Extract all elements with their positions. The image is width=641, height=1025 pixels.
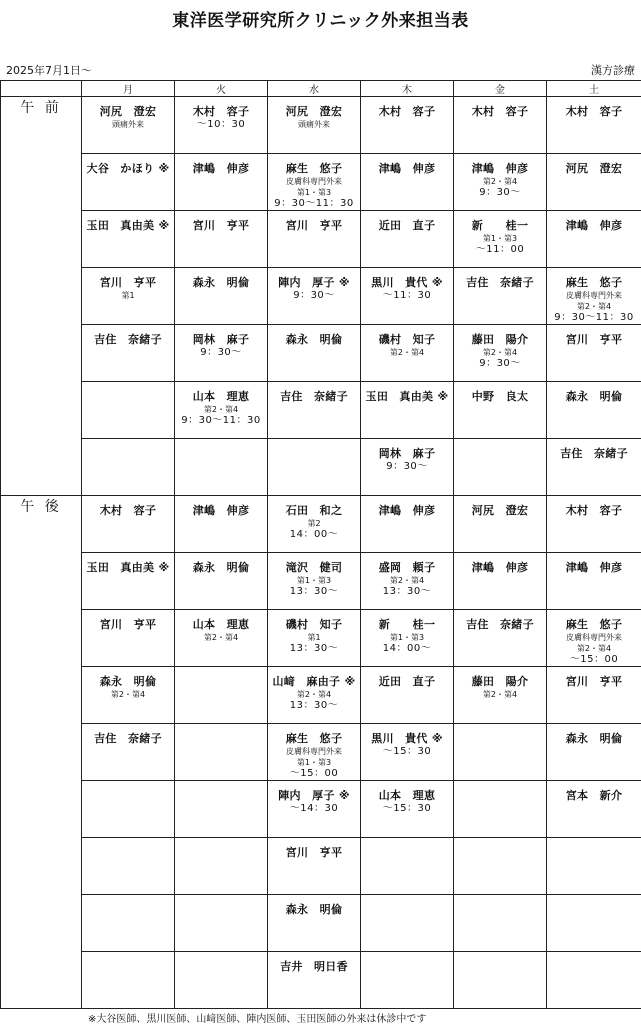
consult-time: 〜15：00 [547,654,641,666]
consult-note: 皮膚科専門外来 [268,176,360,187]
doctor-name: 近田 直子 [361,673,453,689]
schedule-cell [547,496,641,553]
schedule-cell [82,838,175,895]
schedule-cell [268,838,361,895]
schedule-cell [361,610,454,667]
consult-time: 13：30〜 [268,586,360,598]
doctor-name: 宮川 亨平 [547,331,641,347]
period-label: 午 前 [1,97,82,496]
department-label: 漢方診療 [591,62,635,78]
schedule-cell [175,610,268,667]
consult-note: 頭痛外来 [268,119,360,130]
doctor-name: 宮川 亨平 [547,673,641,689]
doctor-name: 津嶋 伸彦 [175,502,267,518]
consult-note: 第1・第3 [268,575,360,586]
doctor-name: 森永 明倫 [175,559,267,575]
schedule-row [1,439,641,496]
consult-time: 13：30〜 [268,643,360,655]
schedule-cell [361,496,454,553]
schedule-cell [454,325,547,382]
schedule-cell [547,667,641,724]
consult-note: 第2・第4 [268,689,360,700]
consult-time: 〜14：30 [268,803,360,815]
doctor-name: 宮本 新介 [547,787,641,803]
schedule-table [0,80,641,1009]
schedule-cell [82,97,175,154]
schedule-cell [361,895,454,952]
consult-note: 第1 [82,290,174,301]
day-header: 金 [454,81,547,97]
doctor-name: 岡林 麻子 [361,445,453,461]
schedule-cell [268,325,361,382]
consult-time: 9：30〜 [268,290,360,302]
consult-note: 第1 [268,632,360,643]
schedule-cell [82,268,175,325]
schedule-cell [454,97,547,154]
doctor-name: 吉住 奈緒子 [268,388,360,404]
doctor-name: 河尻 澄宏 [82,103,174,119]
schedule-row [1,325,641,382]
schedule-cell [547,154,641,211]
consult-time: 〜15：30 [361,803,453,815]
doctor-name: 森永 明倫 [82,673,174,689]
doctor-name: 宮川 亨平 [268,844,360,860]
doctor-name: 津嶋 伸彦 [361,160,453,176]
doctor-name: 津嶋 伸彦 [454,559,546,575]
doctor-name: 宮川 亨平 [82,274,174,290]
consult-time: 〜15：00 [268,768,360,780]
schedule-cell [547,97,641,154]
doctor-name: 吉井 明日香 [268,958,360,974]
doctor-name: 森永 明倫 [547,388,641,404]
page-title: 東洋医学研究所クリニック外来担当表 [0,6,641,31]
consult-time: 9：30〜11：30 [268,198,360,210]
schedule-cell [268,667,361,724]
doctor-name: 木村 容子 [547,103,641,119]
schedule-cell [268,724,361,781]
consult-note: 第2・第4 [547,301,641,312]
doctor-name: 木村 容子 [454,103,546,119]
schedule-cell [454,382,547,439]
consult-note: 第1・第3 [361,632,453,643]
consult-note: 第2 [268,518,360,529]
schedule-row [1,211,641,268]
schedule-row [1,97,641,154]
schedule-cell [268,781,361,838]
doctor-name: 藤田 陽介 [454,673,546,689]
doctor-name: 木村 容子 [547,502,641,518]
consult-note: 第2・第4 [175,632,267,643]
schedule-cell [268,97,361,154]
schedule-cell [454,496,547,553]
doctor-name: 陣内 厚子 ※ [268,787,360,803]
schedule-cell [361,781,454,838]
doctor-name: 宮川 亨平 [268,217,360,233]
corner-cell [1,81,82,97]
schedule-cell [547,553,641,610]
doctor-name: 盛岡 頼子 [361,559,453,575]
doctor-name: 新 桂一 [454,217,546,233]
consult-note: 第1・第3 [268,757,360,768]
doctor-name: 石田 和之 [268,502,360,518]
schedule-cell [175,667,268,724]
schedule-cell [82,610,175,667]
schedule-cell [82,553,175,610]
schedule-cell [454,724,547,781]
footnote: ※大谷医師、黒川医師、山﨑医師、陣内医師、玉田医師の外来は休診中です [88,1010,426,1025]
consult-note: 第2・第4 [547,643,641,654]
schedule-cell [82,325,175,382]
doctor-name: 藤田 陽介 [454,331,546,347]
consult-note: 第2・第4 [361,347,453,358]
doctor-name: 吉住 奈緒子 [82,730,174,746]
doctor-name: 玉田 真由美 ※ [361,388,453,404]
schedule-cell [361,154,454,211]
schedule-cell [175,838,268,895]
doctor-name: 磯村 知子 [268,616,360,632]
schedule-cell [175,496,268,553]
schedule-cell [547,439,641,496]
schedule-cell [361,268,454,325]
doctor-name: 山本 理恵 [175,616,267,632]
schedule-row [1,553,641,610]
consult-note: 第2・第4 [361,575,453,586]
consult-note: 第2・第4 [175,404,267,415]
schedule-cell [175,268,268,325]
schedule-cell [175,154,268,211]
schedule-row [1,838,641,895]
doctor-name: 玉田 真由美 ※ [82,559,174,575]
schedule-row [1,496,641,553]
schedule-cell [547,952,641,1009]
doctor-name: 木村 容子 [361,103,453,119]
schedule-cell [454,667,547,724]
schedule-row [1,895,641,952]
schedule-cell [361,838,454,895]
schedule-cell [268,553,361,610]
schedule-cell [361,724,454,781]
schedule-cell [454,553,547,610]
schedule-cell [175,382,268,439]
doctor-name: 麻生 悠子 [268,730,360,746]
schedule-row [1,781,641,838]
doctor-name: 麻生 悠子 [547,274,641,290]
consult-time: 14：00〜 [268,529,360,541]
schedule-cell [175,952,268,1009]
schedule-cell [361,667,454,724]
schedule-cell [454,610,547,667]
consult-time: 9：30〜 [175,347,267,359]
consult-note: 第1・第3 [454,233,546,244]
doctor-name: 森永 明倫 [268,901,360,917]
consult-time: 9：30〜 [454,358,546,370]
schedule-cell [175,325,268,382]
doctor-name: 河尻 澄宏 [547,160,641,176]
doctor-name: 新 桂一 [361,616,453,632]
doctor-name: 森永 明倫 [268,331,360,347]
schedule-cell [175,895,268,952]
doctor-name: 森永 明倫 [175,274,267,290]
effective-date: 2025年7月1日〜 [6,62,92,78]
schedule-row [1,610,641,667]
schedule-cell [361,97,454,154]
schedule-cell [268,895,361,952]
doctor-name: 木村 容子 [82,502,174,518]
doctor-name: 河尻 澄宏 [454,502,546,518]
schedule-cell [82,382,175,439]
schedule-cell [82,724,175,781]
schedule-cell [175,97,268,154]
schedule-cell [82,439,175,496]
schedule-cell [547,382,641,439]
schedule-cell [361,439,454,496]
schedule-row [1,952,641,1009]
consult-note: 第2・第4 [454,347,546,358]
schedule-cell [175,211,268,268]
schedule-cell [454,952,547,1009]
schedule-row [1,667,641,724]
doctor-name: 河尻 澄宏 [268,103,360,119]
doctor-name: 山本 理恵 [175,388,267,404]
schedule-cell [175,781,268,838]
consult-note: 第2・第4 [454,689,546,700]
consult-note: 第1・第3 [268,187,360,198]
consult-time: 13：30〜 [268,700,360,712]
schedule-cell [547,838,641,895]
schedule-cell [82,781,175,838]
doctor-name: 津嶋 伸彦 [547,559,641,575]
day-header: 木 [361,81,454,97]
schedule-cell [361,952,454,1009]
doctor-name: 吉住 奈緒子 [454,274,546,290]
doctor-name: 麻生 悠子 [547,616,641,632]
consult-time: 〜11：00 [454,244,546,256]
schedule-cell [82,952,175,1009]
doctor-name: 滝沢 健司 [268,559,360,575]
doctor-name: 山本 理恵 [361,787,453,803]
doctor-name: 吉住 奈緒子 [454,616,546,632]
schedule-cell [361,211,454,268]
consult-time: 13：30〜 [361,586,453,598]
schedule-cell [268,382,361,439]
consult-note: 皮膚科専門外来 [268,746,360,757]
doctor-name: 近田 直子 [361,217,453,233]
schedule-row [1,382,641,439]
schedule-cell [175,724,268,781]
doctor-name: 津嶋 伸彦 [361,502,453,518]
doctor-name: 玉田 真由美 ※ [82,217,174,233]
period-label: 午 後 [1,496,82,1009]
schedule-cell [82,211,175,268]
day-header: 土 [547,81,641,97]
doctor-name: 宮川 亨平 [82,616,174,632]
schedule-cell [175,553,268,610]
consult-time: 14：00〜 [361,643,453,655]
day-header: 水 [268,81,361,97]
schedule-cell [268,610,361,667]
consult-note: 第2・第4 [454,176,546,187]
doctor-name: 山﨑 麻由子 ※ [268,673,360,689]
day-header: 月 [82,81,175,97]
schedule-cell [82,154,175,211]
consult-time: 9：30〜11：30 [547,312,641,324]
schedule-row [1,724,641,781]
schedule-cell [454,781,547,838]
doctor-name: 津嶋 伸彦 [175,160,267,176]
consult-time: 〜10：30 [175,119,267,131]
consult-note: 第2・第4 [82,689,174,700]
doctor-name: 吉住 奈緒子 [547,445,641,461]
doctor-name: 木村 容子 [175,103,267,119]
consult-note: 皮膚科専門外来 [547,290,641,301]
doctor-name: 黒川 貴代 ※ [361,730,453,746]
schedule-cell [454,211,547,268]
doctor-name: 吉住 奈緒子 [82,331,174,347]
day-header: 火 [175,81,268,97]
schedule-cell [454,895,547,952]
schedule-cell [454,268,547,325]
schedule-row [1,154,641,211]
schedule-row [1,268,641,325]
consult-time: 〜11：30 [361,290,453,302]
schedule-cell [82,667,175,724]
schedule-cell [547,724,641,781]
schedule-cell [361,382,454,439]
schedule-cell [547,610,641,667]
consult-time: 9：30〜11：30 [175,415,267,427]
schedule-cell [268,211,361,268]
doctor-name: 大谷 かほり ※ [82,160,174,176]
schedule-cell [268,154,361,211]
schedule-cell [268,952,361,1009]
doctor-name: 麻生 悠子 [268,160,360,176]
doctor-name: 森永 明倫 [547,730,641,746]
schedule-cell [268,496,361,553]
schedule-cell [547,895,641,952]
schedule-cell [361,325,454,382]
schedule-cell [454,154,547,211]
consult-note: 頭痛外来 [82,119,174,130]
schedule-cell [82,895,175,952]
doctor-name: 黒川 貴代 ※ [361,274,453,290]
doctor-name: 磯村 知子 [361,331,453,347]
doctor-name: 岡林 麻子 [175,331,267,347]
schedule-cell [547,781,641,838]
schedule-cell [268,439,361,496]
consult-note: 皮膚科専門外来 [547,632,641,643]
day-header-row [1,81,641,97]
consult-time: 9：30〜 [361,461,453,473]
schedule-cell [268,268,361,325]
doctor-name: 中野 良太 [454,388,546,404]
doctor-name: 宮川 亨平 [175,217,267,233]
consult-time: 〜15：30 [361,746,453,758]
schedule-body [1,97,641,1009]
schedule-cell [547,325,641,382]
consult-time: 9：30〜 [454,187,546,199]
schedule-cell [361,553,454,610]
doctor-name: 津嶋 伸彦 [454,160,546,176]
doctor-name: 陣内 厚子 ※ [268,274,360,290]
schedule-cell [82,496,175,553]
schedule-cell [454,439,547,496]
schedule-cell [547,211,641,268]
schedule-cell [547,268,641,325]
doctor-name: 津嶋 伸彦 [547,217,641,233]
schedule-cell [454,838,547,895]
schedule-cell [175,439,268,496]
